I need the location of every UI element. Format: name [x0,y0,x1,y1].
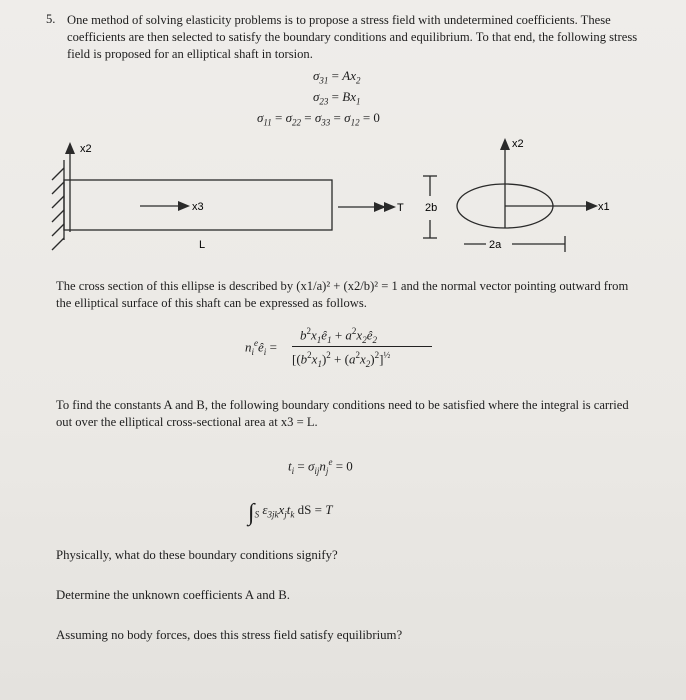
shaft-x3-label: x3 [192,201,204,213]
traction-condition: $t_i = \sigma_{ij}n_j^e = 0$ [288,457,353,476]
equation-sigma31: $\sigma_{31} = Ax_2$ [313,68,361,86]
problem-number: 5. [46,12,56,26]
normal-vector-numerator: $b^2x_1ê_1$ + $a^2x_2ê_2$ [300,326,377,345]
dimension-2a-label: 2a [489,239,502,251]
section-x2-label: x2 [512,138,524,150]
question-2: Determine the unknown coefficients A and B. [56,588,290,602]
question-3: Assuming no body forces, does this stress field satisfy equilibrium? [56,628,403,642]
shaft-length-label: L [199,239,206,251]
cross-section-text: The cross section of this ellipse is described by (x1/a)² + (x2/b)² = 1 and the normal vector pointing outward from the elliptical surface of this shaft can be expressed as follows. [56,279,629,310]
normal-vector-denominator: $[(b^2x_1)^2 + (a^2x_2)^2]^{\frac{1}{2}}$ [292,350,391,369]
fraction-bar [292,346,432,347]
torque-integral-condition: $\int_S$ $\varepsilon_{3jk}x_jt_k$ dS = T [248,500,333,526]
shaft-figure [0,130,686,290]
shaft-x2-label: x2 [80,143,92,155]
equation-zero-stresses: $\sigma_{11} = \sigma_{22} = \sigma_{33} = \sigma_{12} = 0$ [257,110,380,128]
torque-label: T [397,202,404,214]
boundary-condition-text: To find the constants A and B, the following boundary conditions need to be satisfied where the integral is carried out over the elliptical cross-sectional area at x3 = L. [56,398,629,429]
question-1: Physically, what do these boundary conditions signify? [56,548,338,562]
normal-vector-lhs: $n_i^eê_i$ = [245,338,277,357]
dimension-2b-label: 2b [425,202,438,214]
equation-sigma23: $\sigma_{23} = Bx_1$ [313,89,361,107]
section-x1-label: x1 [598,201,610,213]
problem-intro: One method of solving elasticity problems is to propose a stress field with undetermined coefficients. These coefficients are then selected to satisfy the boundary conditions and equilibrium. To that end, the following stress field is proposed for an elliptical shaft in torsion. [67,13,638,61]
